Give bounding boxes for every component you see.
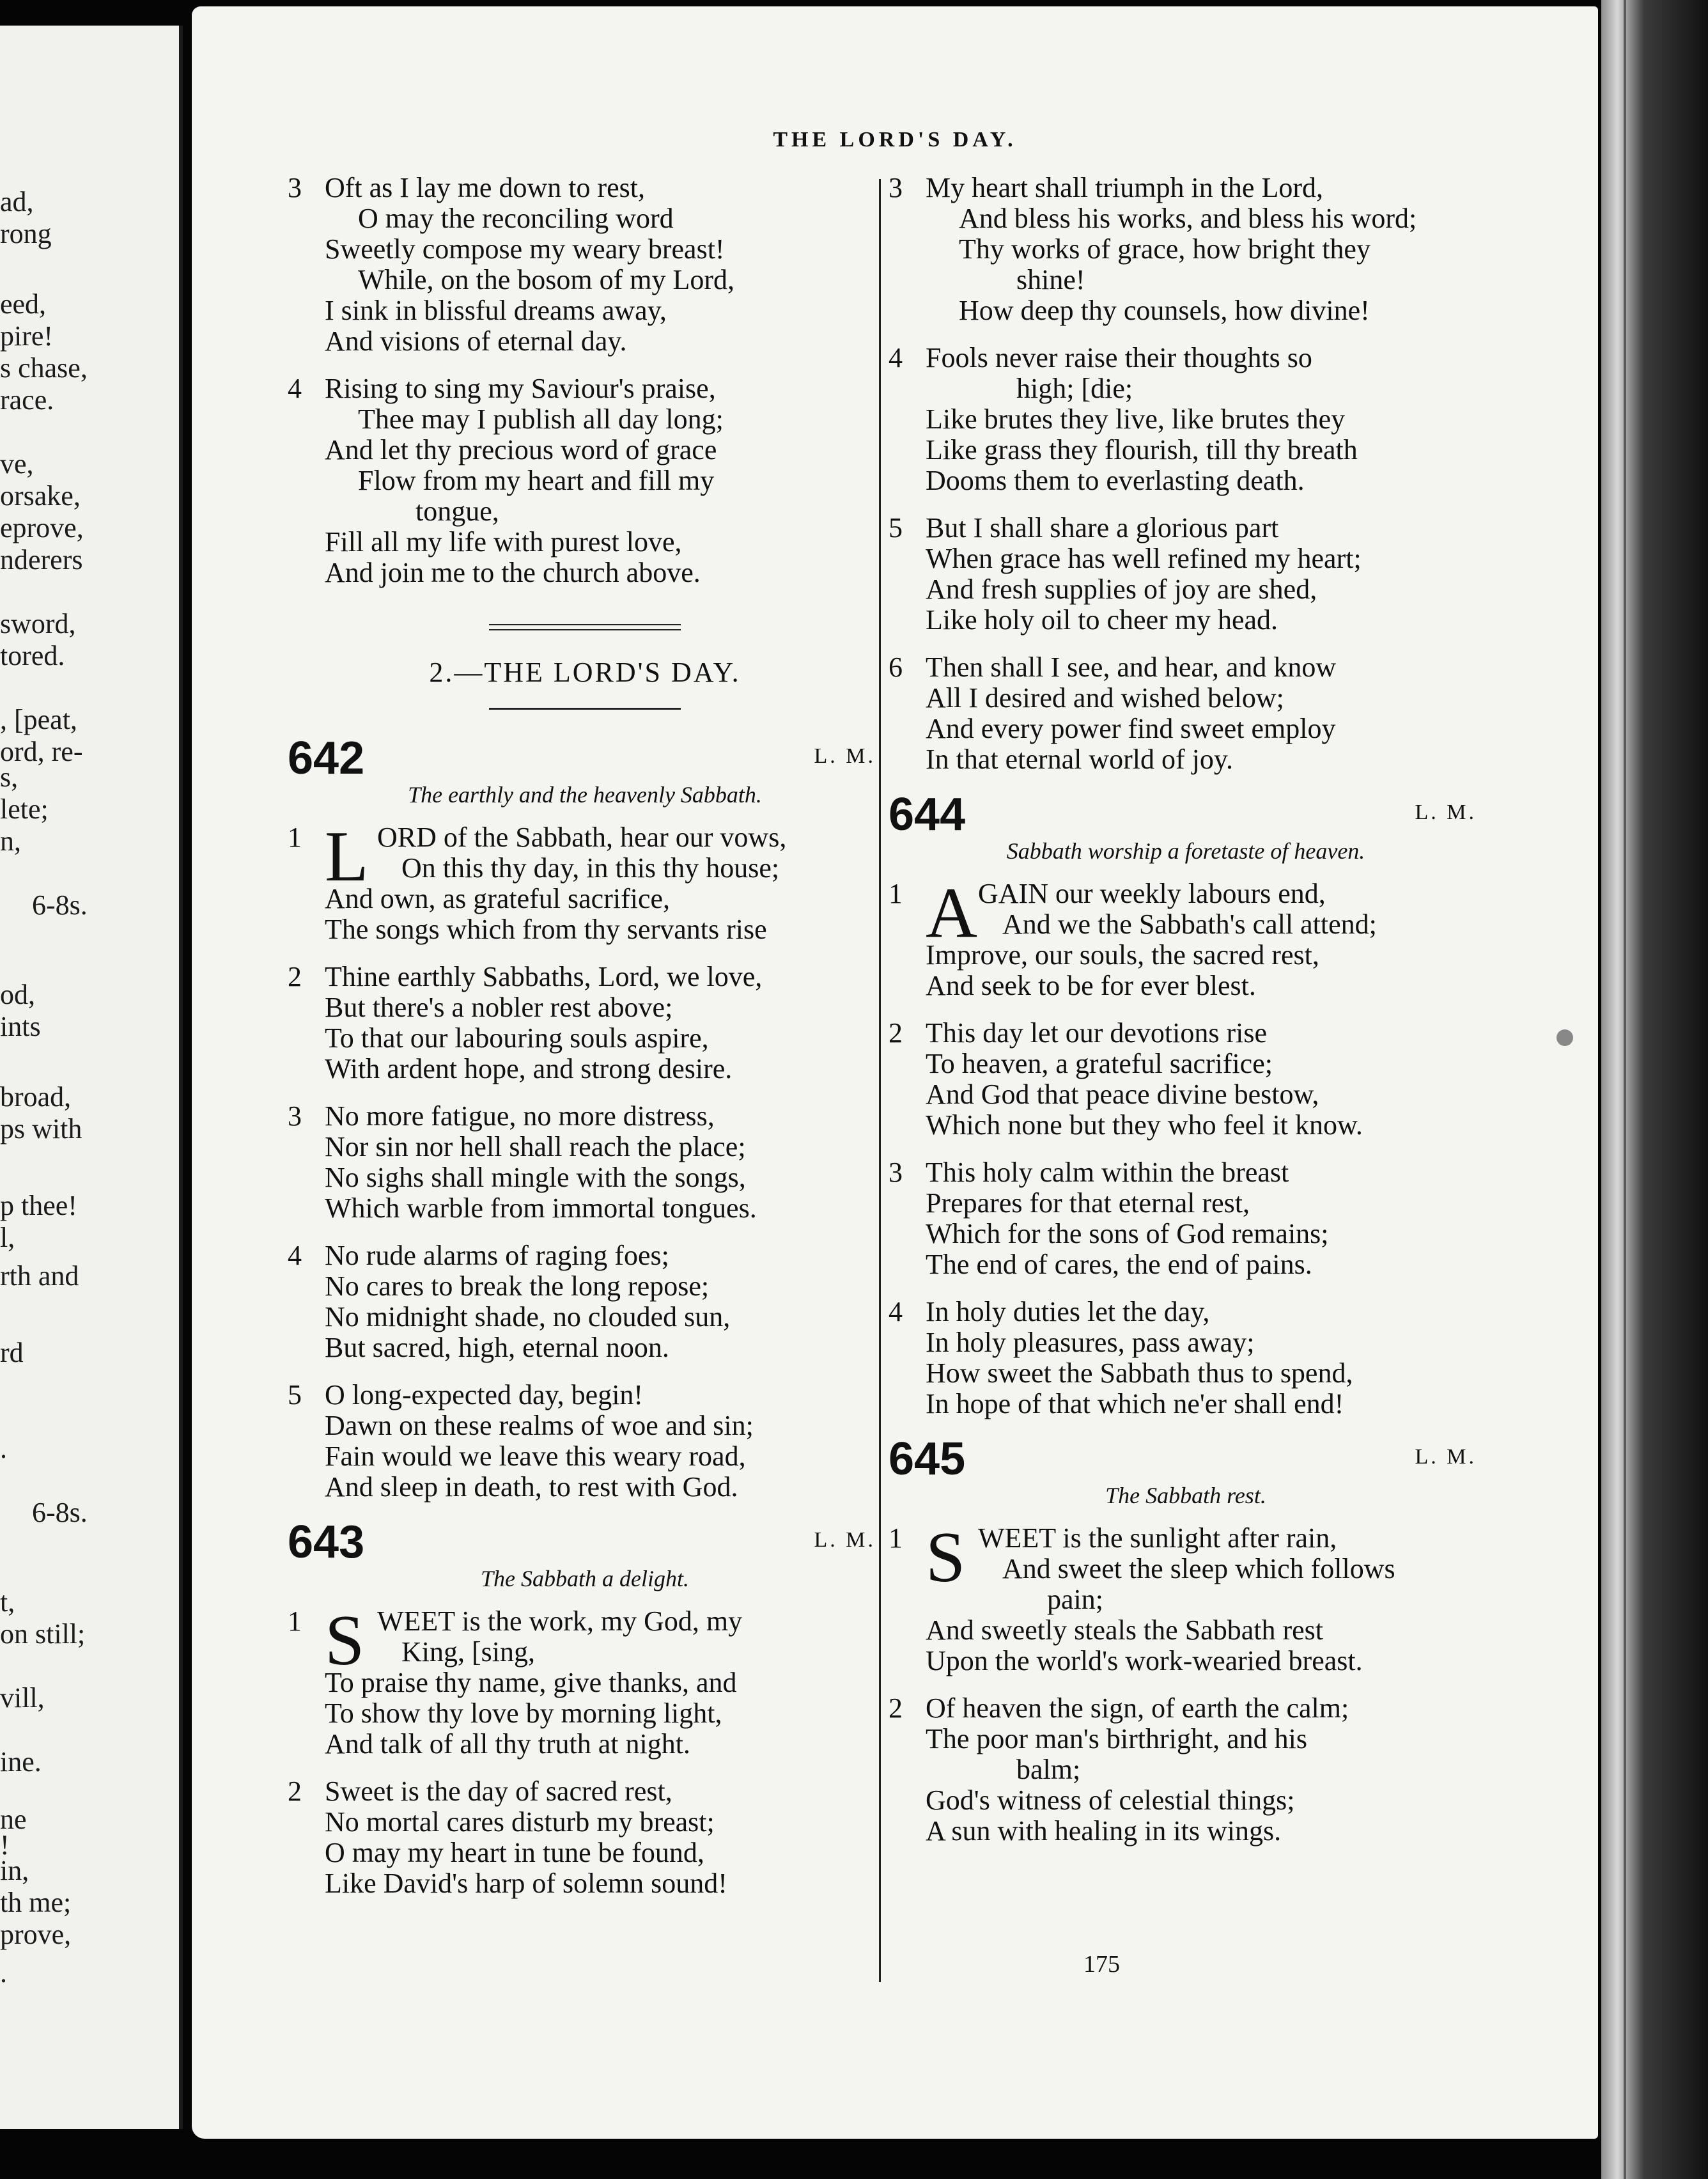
verse-line: To heaven, a grateful sacrifice; [926, 1048, 1273, 1079]
verse-line: While, on the bosom of my Lord, [358, 264, 735, 295]
verse [288, 1380, 882, 1503]
facing-page-text: eprove, [0, 512, 84, 543]
hymn-header [288, 733, 882, 784]
verse-line: No midnight shade, no clouded sun, [325, 1301, 731, 1332]
verse-line: How deep thy counsels, how divine! [959, 295, 1370, 326]
verse-line: My heart shall triumph in the Lord, [926, 172, 1323, 203]
verse [889, 1693, 1483, 1847]
facing-page-text: broad, [0, 1081, 72, 1113]
verse-line: Thine earthly Sabbaths, Lord, we love, [325, 961, 763, 992]
verse-number: 2 [889, 1692, 903, 1724]
verse-line: The end of cares, the end of pains. [926, 1249, 1312, 1280]
facing-page-text: p thee! [0, 1190, 77, 1221]
hymn-header [288, 1517, 882, 1568]
verse-line: And talk of all thy truth at night. [325, 1728, 690, 1760]
verse-number: 1 [288, 1605, 302, 1637]
verse-line: O may my heart in tune be found, [325, 1837, 704, 1868]
verse [288, 173, 882, 357]
verse-line: With ardent hope, and strong desire. [325, 1053, 733, 1084]
verse-line: Rising to sing my Saviour's praise, [325, 373, 716, 404]
facing-page-text: ine. [0, 1746, 42, 1777]
verse-line: Sweetly compose my weary breast! [325, 233, 725, 265]
verse-line: shine! [1016, 264, 1085, 295]
verse-line: But there's a nobler rest above; [325, 992, 673, 1023]
facing-page-text: ints [0, 1011, 41, 1042]
hymn-641-continued [889, 173, 1483, 775]
verse [288, 1776, 882, 1899]
facing-page-text: rth and [0, 1260, 79, 1292]
verse [889, 1297, 1483, 1419]
verse-line: I sink in blissful dreams away, [325, 295, 667, 326]
verse-line: No cares to break the long repose; [325, 1270, 710, 1302]
verse-line: ORD of the Sabbath, hear our vows, [377, 822, 787, 853]
facing-page-text: nderers [0, 544, 83, 575]
verse-line: And fresh supplies of joy are shed, [926, 574, 1317, 605]
verse [889, 1518, 1483, 1676]
verse-line: And own, as grateful sacrifice, [325, 883, 671, 914]
divider-rule [489, 708, 681, 710]
hymn-title: Sabbath worship a foretaste of heaven. [1006, 838, 1365, 864]
verse-line: And God that peace divine bestow, [926, 1079, 1319, 1110]
right-column [889, 173, 1483, 1863]
verse-line: Nor sin nor hell shall reach the place; [325, 1131, 746, 1162]
verse-line: Of heaven the sign, of earth the calm; [926, 1692, 1349, 1724]
hymnal-page [192, 6, 1598, 2139]
verse-number: 3 [288, 172, 302, 203]
verse-line: Thee may I publish all day long; [358, 403, 724, 435]
verse-number: 4 [288, 373, 302, 404]
verse-line: How sweet the Sabbath thus to spend, [926, 1357, 1353, 1389]
verse-line: Fools never raise their thoughts so [926, 342, 1312, 373]
verse-body [288, 817, 882, 945]
verse [288, 962, 882, 1084]
facing-page-text: 6-8s. [32, 1497, 88, 1528]
facing-page-text: pire! [0, 320, 54, 352]
verse-line: Flow from my heart and fill my [358, 465, 715, 496]
verse-number: 4 [889, 342, 903, 373]
facing-page-text: . [0, 1957, 7, 1988]
hymn-header [889, 1433, 1483, 1485]
hymn-meter: L. M. [814, 1528, 876, 1552]
verse-line: And seek to be for ever blest. [926, 970, 1256, 1001]
facing-page-text: l, [0, 1222, 15, 1253]
running-head: THE LORD'S DAY. [773, 128, 1017, 152]
facing-page-fragment [0, 26, 183, 2129]
hymn-number: 645 [889, 1433, 966, 1485]
verse-line: King, [sing, [401, 1636, 535, 1667]
drop-cap: S [325, 1601, 365, 1680]
hymn-641-end [288, 173, 882, 588]
facing-page-text: n, [0, 825, 21, 857]
facing-page-text: . [0, 1433, 7, 1464]
verse-number: 3 [889, 1157, 903, 1188]
verse-line: And bless his works, and bless his word; [959, 203, 1417, 234]
verse-line: Which none but they who feel it know. [926, 1109, 1363, 1141]
facing-page-text: prove, [0, 1919, 72, 1950]
facing-page-text: 6-8s. [32, 889, 88, 921]
section-title: 2.—THE LORD'S DAY. [429, 657, 741, 688]
verse-number: 4 [889, 1296, 903, 1327]
verse-number: 3 [288, 1100, 302, 1132]
verse-line: Dawn on these realms of woe and sin; [325, 1410, 754, 1441]
verse-line: And visions of eternal day. [325, 325, 627, 357]
verse [288, 1601, 882, 1760]
verse-line: GAIN our weekly labours end, [978, 878, 1326, 909]
facing-page-text: ord, re- [0, 736, 83, 767]
verse-line: Oft as I lay me down to rest, [325, 172, 645, 203]
verse-line: A sun with healing in its wings. [926, 1815, 1282, 1847]
verse [288, 373, 882, 588]
verse-line: And we the Sabbath's call attend; [1002, 909, 1377, 940]
verse-line: No mortal cares disturb my breast; [325, 1806, 715, 1838]
verse-line: O long-expected day, begin! [325, 1379, 644, 1410]
facing-page-text: tored. [0, 640, 65, 671]
verse-number: 2 [288, 1776, 302, 1807]
left-column [288, 173, 882, 1916]
hymn-title: The Sabbath rest. [1105, 1483, 1266, 1508]
verse-line: But I shall share a glorious part [926, 512, 1279, 543]
facing-page-text: race. [0, 384, 54, 416]
verse [889, 343, 1483, 496]
verse-number: 5 [288, 1379, 302, 1410]
drop-cap: S [926, 1518, 966, 1597]
verse-number: 1 [288, 822, 302, 853]
hymn-644 [889, 789, 1483, 1419]
facing-page-text: ! [0, 1829, 10, 1861]
verse-line: The poor man's birthright, and his [926, 1723, 1307, 1754]
facing-page-text: eed, [0, 288, 47, 320]
verse [889, 1157, 1483, 1280]
verse-line: No rude alarms of raging foes; [325, 1240, 669, 1271]
verse-line: Like holy oil to cheer my head. [926, 604, 1278, 636]
facing-page-text: in, [0, 1855, 29, 1886]
page-number: 175 [1083, 1951, 1120, 1978]
facing-page-text: ve, [0, 448, 34, 480]
facing-page-text: sword, [0, 608, 76, 639]
hymn-title: The earthly and the heavenly Sabbath. [408, 782, 762, 808]
verse [889, 1018, 1483, 1141]
verse-line: And sweet the sleep which follows [1002, 1553, 1395, 1584]
verse-line: Thy works of grace, how bright they [959, 233, 1370, 265]
verse-number: 3 [889, 172, 903, 203]
verse-line: pain; [1047, 1584, 1103, 1615]
facing-page-text: orsake, [0, 480, 81, 512]
verse [288, 817, 882, 945]
verse-number: 1 [889, 878, 903, 909]
verse-line: The songs which from thy servants rise [325, 914, 767, 945]
book-binding [1601, 0, 1708, 2179]
verse-line: And every power find sweet employ [926, 713, 1336, 744]
facing-page-text: ne [0, 1804, 27, 1835]
verse-line: In holy pleasures, pass away; [926, 1327, 1255, 1358]
verse-line: WEET is the sunlight after rain, [978, 1522, 1337, 1554]
facing-page-text: ad, [0, 186, 34, 217]
hymn-meter: L. M. [1415, 801, 1477, 824]
verse-line: Fill all my life with purest love, [325, 526, 682, 558]
verse [889, 652, 1483, 775]
verse-number: 2 [889, 1017, 903, 1049]
verse-line: Dooms them to everlasting death. [926, 465, 1305, 496]
divider-rule [489, 624, 681, 625]
verse-line: tongue, [415, 496, 499, 527]
verse-number: 4 [288, 1240, 302, 1271]
hymn-meter: L. M. [814, 744, 876, 768]
verse-line: WEET is the work, my God, my [377, 1605, 743, 1637]
hymn-642 [288, 735, 882, 1503]
verse-line: No sighs shall mingle with the songs, [325, 1162, 746, 1193]
verse-line: In hope of that which ne'er shall end! [926, 1388, 1344, 1419]
facing-page-text: rong [0, 218, 52, 249]
hymn-number: 642 [288, 733, 365, 784]
hymn-title: The Sabbath a delight. [481, 1566, 689, 1591]
verse-line: In that eternal world of joy. [926, 744, 1233, 775]
verse-line: Like David's harp of solemn sound! [325, 1868, 727, 1899]
verse-line: Like brutes they live, like brutes they [926, 403, 1346, 435]
verse-line: Sweet is the day of sacred rest, [325, 1776, 672, 1807]
verse-line: No more fatigue, no more distress, [325, 1100, 715, 1132]
verse-line: And let thy precious word of grace [325, 434, 717, 465]
verse-line: To that our labouring souls aspire, [325, 1022, 709, 1054]
verse-line: high; [die; [1016, 373, 1133, 404]
verse-line: Which warble from immortal tongues. [325, 1192, 757, 1224]
verse-number: 2 [288, 961, 302, 992]
divider-rule [489, 629, 681, 630]
verse-body [889, 873, 1483, 1001]
verse-line: balm; [1016, 1754, 1081, 1785]
verse-line: Fain would we leave this weary road, [325, 1441, 746, 1472]
verse-line: On this thy day, in this thy house; [401, 852, 780, 884]
verse-body [288, 1601, 882, 1760]
verse-body [889, 1518, 1483, 1676]
hymn-number: 643 [288, 1517, 365, 1568]
verse [889, 513, 1483, 636]
verse-line: O may the reconciling word [358, 203, 674, 234]
drop-cap: A [926, 873, 977, 953]
verse-line: This day let our devotions rise [926, 1017, 1268, 1049]
facing-page-text: od, [0, 979, 35, 1010]
facing-page-text: s, [0, 761, 19, 793]
verse-number: 5 [889, 512, 903, 543]
facing-page-text: rd [0, 1337, 24, 1368]
verse-line: God's witness of celestial things; [926, 1785, 1295, 1816]
verse-line: Improve, our souls, the sacred rest, [926, 939, 1319, 971]
facing-page-text: th me; [0, 1887, 72, 1918]
facing-page-text: ps with [0, 1113, 82, 1144]
drop-cap: L [325, 817, 369, 896]
hymn-meter: L. M. [1415, 1445, 1477, 1469]
verse-line: This holy calm within the breast [926, 1157, 1289, 1188]
binding-edge [1624, 0, 1626, 2179]
verse-line: Like grass they flourish, till thy breath [926, 434, 1358, 465]
verse-line: When grace has well refined my heart; [926, 543, 1362, 574]
verse-line: And sweetly steals the Sabbath rest [926, 1614, 1323, 1646]
ink-blot [1557, 1029, 1573, 1046]
verse-line: To praise thy name, give thanks, and [325, 1667, 737, 1698]
facing-page-text: s chase, [0, 352, 88, 384]
verse-line: But sacred, high, eternal noon. [325, 1332, 669, 1363]
verse-line: In holy duties let the day, [926, 1296, 1210, 1327]
facing-page-text: on still; [0, 1618, 86, 1650]
verse-number: 1 [889, 1522, 903, 1554]
verse-line: Which for the sons of God remains; [926, 1218, 1329, 1249]
facing-page-text: lete; [0, 793, 49, 825]
verse [288, 1101, 882, 1224]
verse-line: And join me to the church above. [325, 557, 701, 588]
verse [889, 173, 1483, 326]
verse-line: And sleep in death, to rest with God. [325, 1471, 738, 1503]
verse-number: 6 [889, 652, 903, 683]
verse-line: Prepares for that eternal rest, [926, 1187, 1250, 1219]
verse-line: All I desired and wished below; [926, 682, 1284, 714]
hymn-643 [288, 1519, 882, 1899]
verse-line: To show thy love by morning light, [325, 1698, 722, 1729]
verse [889, 873, 1483, 1001]
facing-page-text: t, [0, 1586, 15, 1618]
hymn-header [889, 789, 1483, 840]
verse [288, 1240, 882, 1363]
facing-page-text: vill, [0, 1682, 45, 1714]
facing-page-text: , [peat, [0, 704, 77, 735]
verse-line: Then shall I see, and hear, and know [926, 652, 1337, 683]
verse-line: Upon the world's work-wearied breast. [926, 1645, 1363, 1676]
hymn-645 [889, 1433, 1483, 1847]
hymn-number: 644 [889, 789, 966, 840]
